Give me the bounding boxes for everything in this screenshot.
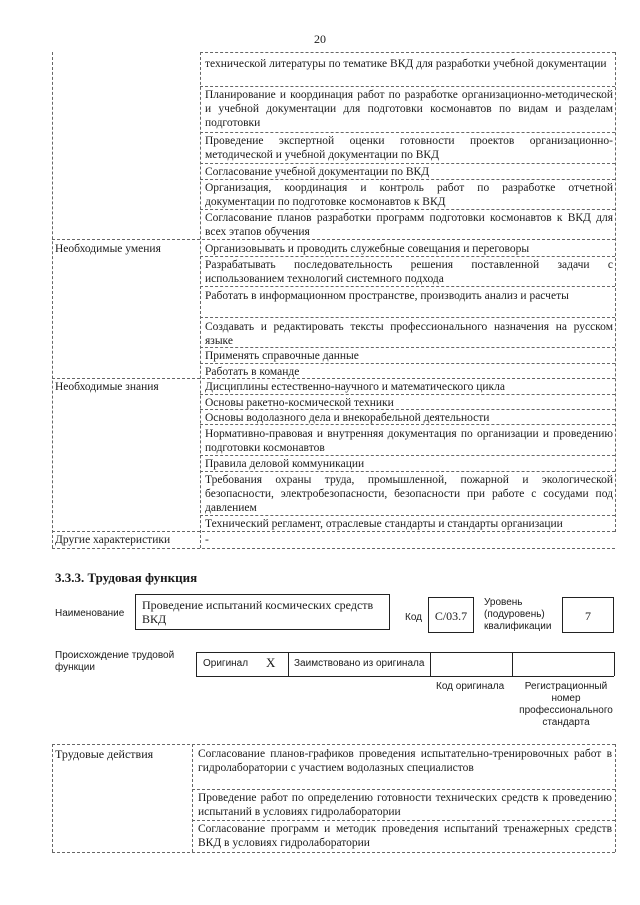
section-divider <box>52 531 615 532</box>
origin-divider <box>196 652 197 676</box>
row-divider <box>200 394 615 395</box>
table-left-border <box>52 744 53 852</box>
row-divider <box>200 515 615 516</box>
list-item: Основы ракетно-космической техники <box>205 397 394 409</box>
table-row: Согласование планов разработки программ подготовки космонавтов к ВКД для всех этапов обучения <box>205 212 613 238</box>
level-value: 7 <box>562 597 614 633</box>
reg-number-label: Регистрационный номер профессионального стандарта <box>519 681 613 728</box>
table-column-divider <box>200 52 201 548</box>
row-divider <box>200 424 615 425</box>
table-bottom-border <box>52 548 615 549</box>
list-item: Технический регламент, отраслевые стандарты и стандарты организации <box>205 518 563 530</box>
table-right-border <box>615 744 616 852</box>
table-row: технической литературы по тематике ВКД для разработки учебной документации <box>205 58 607 70</box>
name-value: Проведение испытаний космических средств ВКД <box>142 598 374 626</box>
row-divider <box>192 789 615 790</box>
row-divider <box>200 163 615 164</box>
origin-label: Происхождение трудовой функции <box>55 650 175 673</box>
row-divider <box>200 209 615 210</box>
list-item: Согласование планов-графиков проведения испытательно-тренировочных работ в гидролаборатории с участием водолазных специалистов <box>198 748 612 774</box>
row-divider <box>200 471 615 472</box>
list-item: Правила деловой коммуникации <box>205 458 365 470</box>
list-item: Нормативно-правовая и внутренняя документация по организации и проведению подготовки космонавтов <box>205 428 613 454</box>
list-item: Организовывать и проводить служебные совещания и переговоры <box>205 243 530 255</box>
row-divider <box>200 455 615 456</box>
other-label: Другие характеристики <box>55 534 171 546</box>
table-right-border <box>615 52 616 532</box>
origin-divider <box>430 652 431 676</box>
list-item: Работать в информационном пространстве, производить анализ и расчеты <box>205 290 569 302</box>
origin-top-line <box>196 652 614 653</box>
list-item: Требования охраны труда, промышленной, пожарной и экологической безопасности, электробезопасности, безопасности при работе с сосудами под давлением <box>205 474 613 514</box>
skills-label: Необходимые умения <box>55 243 161 255</box>
list-item: Применять справочные данные <box>205 350 359 362</box>
table-row: Планирование и координация работ по разработке организационно-методической и учебной документации для подготовки космонавтов по видам и разделам подготовки <box>205 89 613 129</box>
code-value: С/03.7 <box>428 597 474 633</box>
row-divider <box>200 286 615 287</box>
table-left-border <box>52 52 53 548</box>
original-mark: X <box>266 655 276 670</box>
table-row: Согласование учебной документации по ВКД <box>205 166 430 178</box>
row-divider <box>192 820 615 821</box>
row-divider <box>200 347 615 348</box>
origin-divider <box>288 652 289 676</box>
other-value: - <box>205 534 209 546</box>
row-divider <box>200 256 615 257</box>
list-item: Проведение работ по определению готовности технических средств к проведению испытаний в условиях гидролаборатории <box>198 792 612 818</box>
borrowed-label: Заимствовано из оригинала <box>294 658 425 669</box>
list-item: Дисциплины естественно-научного и математического цикла <box>205 381 505 393</box>
page-number: 20 <box>314 32 326 46</box>
section-divider <box>52 378 615 379</box>
list-item: Разрабатывать последовательность решения поставленной задачи с использованием технологий системного подхода <box>205 259 613 285</box>
row-divider <box>200 317 615 318</box>
original-label: Оригинал <box>203 658 249 669</box>
table-top-border <box>52 744 615 745</box>
row-divider <box>200 86 615 87</box>
list-item: Работать в команде <box>205 366 300 378</box>
row-divider <box>200 363 615 364</box>
table-bottom-border <box>52 852 615 853</box>
knowledge-label: Необходимые знания <box>55 381 159 393</box>
table-row: Организация, координация и контроль работ по разработке отчетной документации по подготовке космонавтов к ВКД <box>205 182 613 208</box>
code-label: Код <box>405 612 423 623</box>
name-value-box <box>135 594 390 630</box>
list-item: Создавать и редактировать тексты профессионального назначения на русском языке <box>205 321 613 347</box>
list-item: Согласование программ и методик проведения испытаний тренажерных средств ВКД в условиях гидролаборатории <box>198 823 612 849</box>
row-divider <box>200 409 615 410</box>
actions-label: Трудовые действия <box>55 747 154 761</box>
row-divider <box>200 52 615 53</box>
level-label: Уровень (подуровень) квалификации <box>484 597 552 632</box>
origin-divider <box>614 652 615 676</box>
origin-code-label: Код оригинала <box>436 681 505 692</box>
list-item: Основы водолазного дела и внекорабельной деятельности <box>205 412 490 424</box>
origin-divider <box>512 652 513 676</box>
row-divider <box>200 179 615 180</box>
row-divider <box>200 132 615 133</box>
table-column-divider <box>192 744 193 852</box>
section-divider <box>52 239 615 240</box>
table-row: Проведение экспертной оценки готовности проектов организационно-методической и учебной документации по ВКД <box>205 135 613 161</box>
origin-bottom-line <box>196 676 614 677</box>
name-label: Наименование <box>55 608 125 619</box>
section-heading: 3.3.3. Трудовая функция <box>55 570 198 585</box>
